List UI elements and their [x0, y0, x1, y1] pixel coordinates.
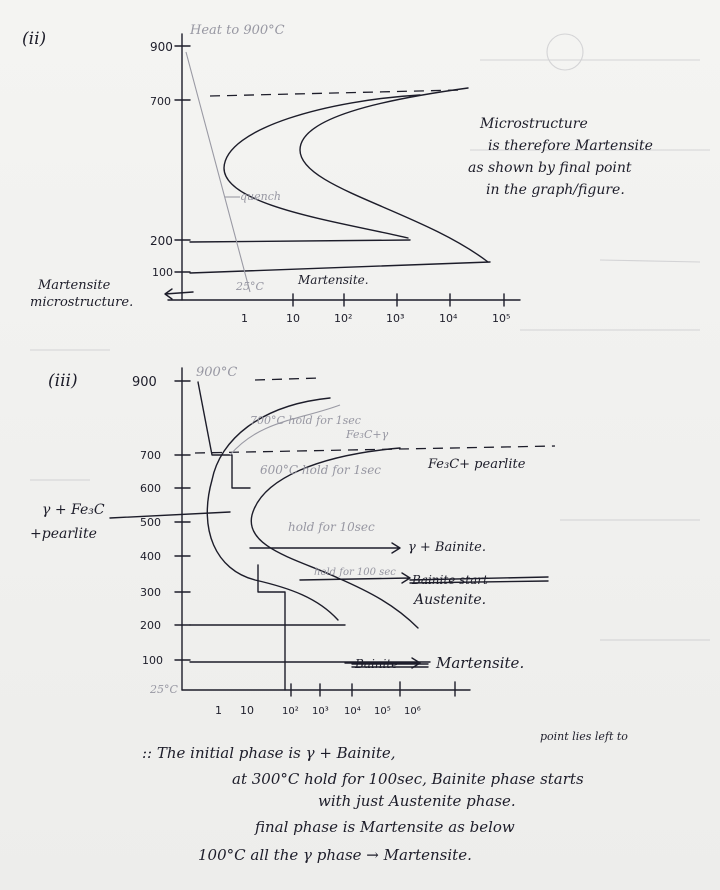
- y-tick-label: 100: [152, 266, 173, 279]
- crossed-out-text-2: Bainite: [355, 657, 399, 671]
- y-tick-label: 100: [142, 654, 163, 667]
- cooling-path-iii: [198, 382, 250, 488]
- martensite-label-ii: Martensite.: [298, 273, 369, 287]
- x-tick-label: 10⁴: [344, 706, 361, 717]
- left-note-pointer: [110, 512, 230, 518]
- quench-label: quench: [240, 190, 281, 203]
- mf-line-ii: [190, 262, 490, 273]
- y-tick-label: 200: [150, 234, 173, 248]
- conclusion-line-2: at 300°C hold for 100sec, Bainite phase starts: [232, 770, 584, 788]
- left-note-line-2: microstructure.: [30, 295, 134, 310]
- start-c-curve-iii: [207, 398, 338, 620]
- y-tick-label: 900: [150, 40, 173, 54]
- temp-25-label: 25°C: [236, 280, 264, 293]
- x-tick-label: 10³: [312, 706, 329, 717]
- conclusion-text: [142, 730, 628, 864]
- part-iii-label: (iii): [48, 371, 78, 391]
- x-tick-label: 10⁵: [374, 706, 391, 717]
- y-tick-label: 600: [140, 482, 161, 495]
- x-tick-label: 10²: [282, 706, 299, 717]
- x-tick-label: 10: [240, 704, 254, 717]
- heat-note-ii: Heat to 900°C: [190, 23, 285, 38]
- graph-iii: [30, 365, 555, 717]
- right-note-line: in the graph/figure.: [486, 182, 625, 198]
- right-note-line: Microstructure: [480, 116, 588, 132]
- finish-c-curve-ii: [300, 88, 488, 262]
- left-note-arrow: [165, 289, 193, 299]
- y-tick-label: 500: [140, 516, 161, 529]
- x-ticks-iii: [215, 682, 455, 717]
- x-tick-label: 10⁵: [492, 312, 511, 325]
- left-note-iii-line-1: γ + Fe₃C: [42, 502, 105, 518]
- ms-line-ii: [190, 240, 410, 242]
- hold-700-phase: Fe₃C+γ: [346, 428, 389, 441]
- y-tick-label: 700: [140, 449, 161, 462]
- dashed-line-700-iii: [195, 446, 555, 453]
- x-tick-label: 10⁶: [404, 706, 421, 717]
- x-tick-label: 1: [241, 312, 248, 325]
- right-note-line: as shown by final point: [468, 160, 632, 176]
- x-tick-label: 10: [286, 312, 300, 325]
- y-tick-label-25: 25°C: [150, 683, 178, 696]
- austenite-label: Austenite.: [414, 592, 487, 608]
- conclusion-line-1: :: The initial phase is γ + Bainite,: [142, 744, 396, 762]
- heat-note-iii: 900°C: [196, 365, 238, 380]
- y-tick-label: 400: [140, 550, 161, 563]
- y-ticks-ii: [150, 40, 190, 279]
- hold-700-label: 700°C hold for 1sec: [250, 414, 361, 427]
- part-ii-label: (ii): [22, 29, 47, 49]
- hold-600-label: 600°C hold for 1sec: [260, 463, 382, 477]
- y-tick-label: 900: [132, 375, 157, 390]
- x-tick-label: 10²: [334, 312, 353, 325]
- conclusion-insert: point lies left to: [540, 730, 628, 743]
- x-tick-label: 10³: [386, 312, 405, 325]
- y-tick-label: 300: [140, 586, 161, 599]
- right-note-ii: [468, 116, 653, 198]
- left-note-iii-line-2: +pearlite: [30, 526, 97, 542]
- conclusion-line-4: final phase is Martensite as below: [255, 818, 515, 836]
- x-ticks-ii: [241, 294, 510, 325]
- quench-path-ii: [186, 52, 250, 292]
- bleed-through: [30, 34, 710, 640]
- gamma-bainite-label: γ + Bainite.: [408, 540, 486, 555]
- faint-seal-mark: [547, 34, 583, 70]
- y-tick-label: 200: [140, 619, 161, 632]
- conclusion-line-5: 100°C all the γ phase → Martensite.: [198, 846, 472, 864]
- x-tick-label: 1: [215, 704, 222, 717]
- faint-hold-curve: [230, 405, 340, 455]
- conclusion-line-3: with just Austenite phase.: [318, 792, 516, 810]
- dashed-line-900-iii: [255, 378, 320, 380]
- bainite-arrow: [250, 543, 400, 553]
- fe3c-pearlite-label: Fe₃C+ pearlite: [428, 457, 526, 472]
- y-tick-label: 700: [150, 95, 171, 108]
- crossed-out-text: Bainite start: [412, 573, 488, 587]
- x-tick-label: 10⁴: [439, 312, 458, 325]
- start-c-curve-ii: [224, 95, 420, 238]
- martensite-label-iii: Martensite.: [436, 654, 525, 672]
- faint-lines-2: [30, 350, 710, 640]
- left-note-line-1: Martensite: [38, 278, 111, 293]
- right-note-line: is therefore Martensite: [488, 138, 653, 154]
- hold-10sec-label: hold for 10sec: [288, 520, 375, 534]
- hold-100sec-label: hold for 100 sec: [314, 567, 396, 578]
